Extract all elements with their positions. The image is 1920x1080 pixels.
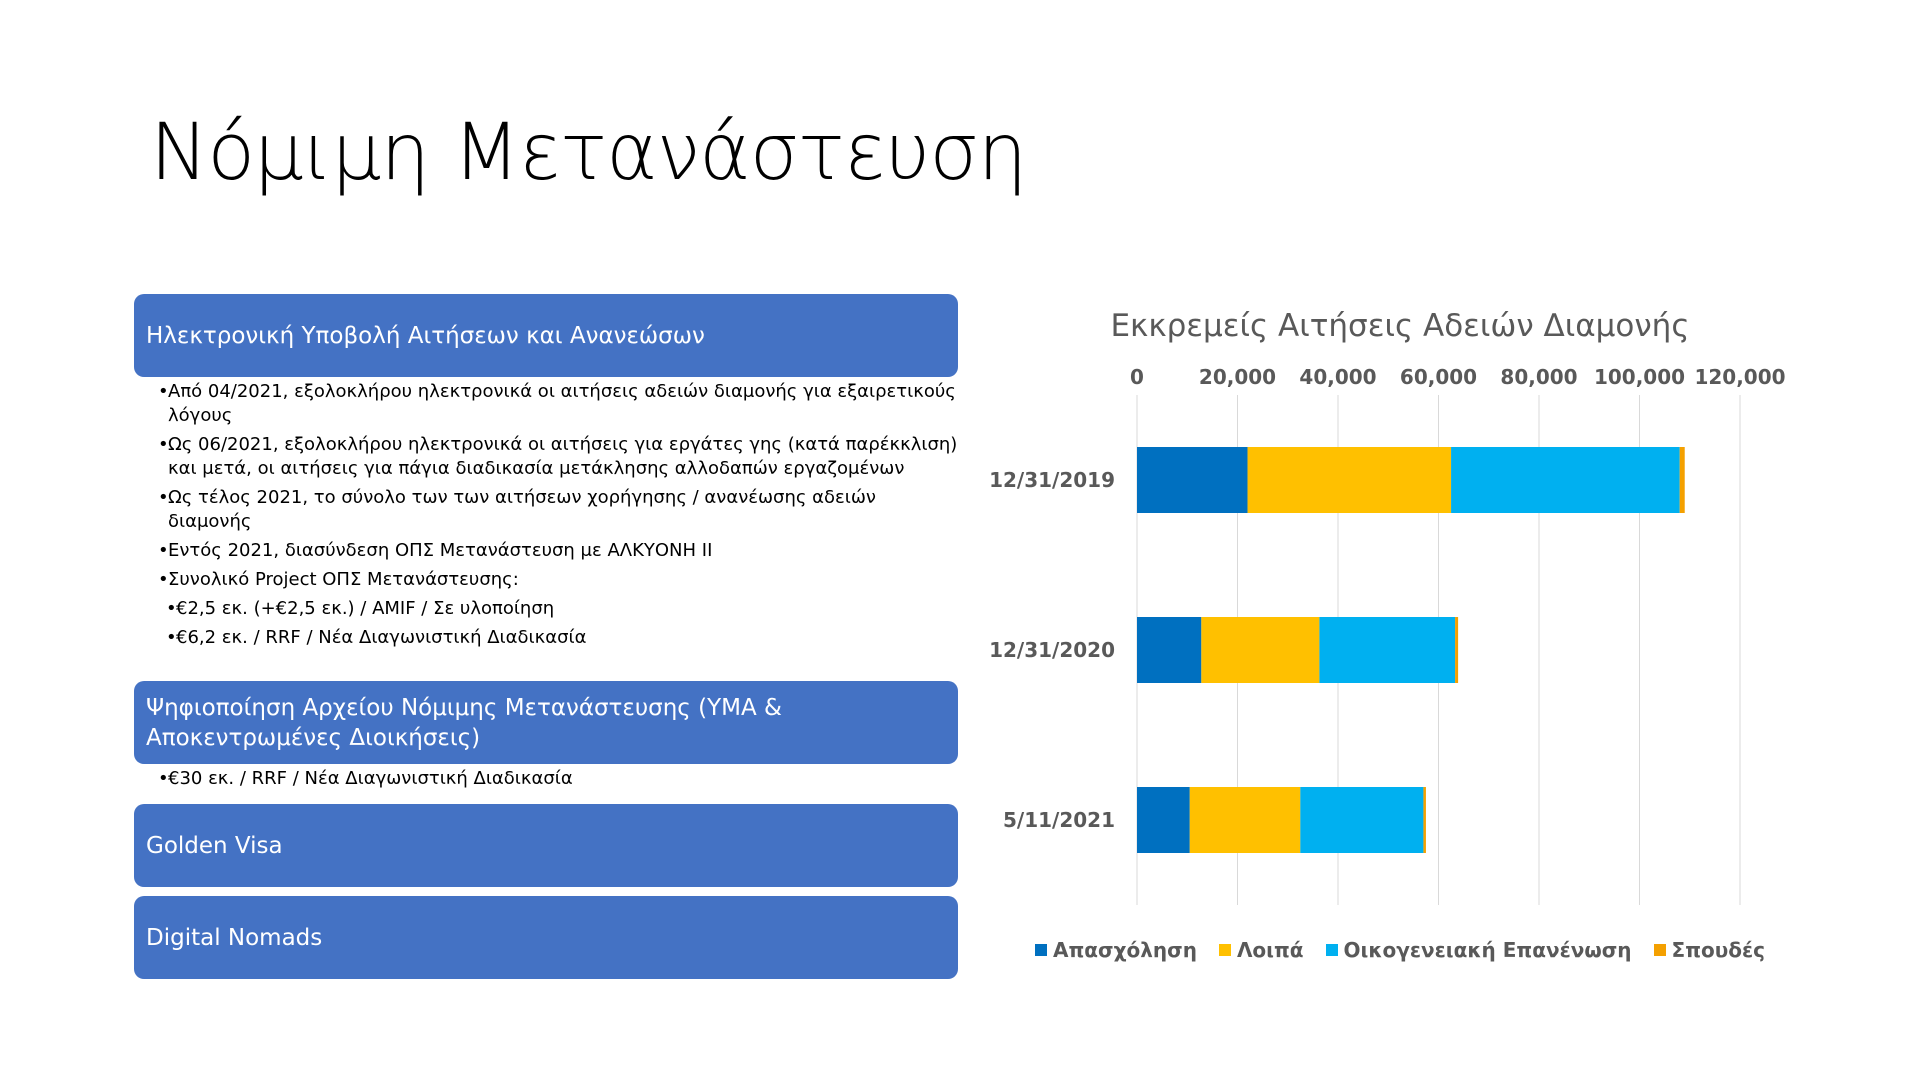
section-header-label: Digital Nomads [146,924,323,951]
chart-legend [1000,938,1800,962]
legend-label: Σπουδές [1671,938,1765,962]
legend-item [1326,938,1632,962]
section-header-golden-visa[interactable] [134,804,958,887]
bar-segment [1201,617,1319,683]
bar-segment [1137,787,1190,853]
bullet-item: • €30 εκ. / RRF / Νέα Διαγωνιστική Διαδικασία [158,767,958,791]
legend-item [1035,938,1197,962]
x-tick-label: 80,000 [1500,365,1578,389]
sub-bullet-item: • €6,2 εκ. / RRF / Νέα Διαγωνιστική Διαδικασία [166,626,958,650]
legend-label: Απασχόληση [1052,938,1197,962]
bar-segment [1455,617,1458,683]
legend-label: Λοιπά [1236,938,1304,962]
legend-swatch [1326,944,1338,956]
category-label: 5/11/2021 [1002,808,1115,832]
bar-segment [1680,447,1685,513]
legend-swatch [1654,944,1666,956]
x-tick-label: 0 [1130,365,1144,389]
bullet-item: • Ως τέλος 2021, το σύνολο των των αιτήσεων χορήγησης / ανανέωσης αδειών διαμονής [158,486,958,534]
legend-swatch [1035,944,1047,956]
legend-swatch [1219,944,1231,956]
x-tick-label: 120,000 [1694,365,1786,389]
archive-digitization-bullets [158,767,958,796]
bar-segment [1137,447,1248,513]
section-header-label: Ηλεκτρονική Υποβολή Αιτήσεων και Ανανεώσων [146,322,705,349]
bar-segment [1423,787,1426,853]
bar-segment [1451,447,1680,513]
x-tick-label: 20,000 [1198,365,1277,389]
category-label: 12/31/2020 [989,638,1115,662]
bar-segment [1137,617,1201,683]
bar-segment [1319,617,1455,683]
chart-title: Εκκρεμείς Αιτήσεις Αδειών Διαμονής [1110,308,1690,344]
section-header-archive-digitization[interactable] [134,681,958,764]
legend-item [1219,938,1304,962]
bar-segment [1248,447,1452,513]
legend-item [1654,938,1765,962]
bar-segment [1190,787,1301,853]
bullet-item: • Εντός 2021, διασύνδεση ΟΠΣ Μετανάστευση με ΑΛΚΥΟΝΗ ΙΙ [158,539,958,563]
bar-segment [1300,787,1423,853]
x-tick-label: 100,000 [1593,365,1686,389]
section-header-label: Ψηφιοποίηση Αρχείου Νόμιμης Μετανάστευσης (ΥΜΑ & Αποκεντρωμένες Διοικήσεις) [146,694,782,751]
legend-label: Οικογενειακή Επανένωση [1343,938,1632,962]
category-label: 12/31/2019 [989,468,1115,492]
electronic-submission-bullets [158,380,958,655]
bullet-item: • Ως 06/2021, εξολοκλήρου ηλεκτρονικά οι αιτήσεις για εργάτες γης (κατά παρέκκλιση) και μετά, οι αιτήσεις για πάγια διαδικασία μετάκλησης αλλοδαπών εργαζομένων [158,433,958,481]
sub-bullet-item: • €2,5 εκ. (+€2,5 εκ.) / AMIF / Σε υλοποίηση [166,597,958,621]
section-header-label: Golden Visa [146,832,283,859]
x-tick-label: 60,000 [1399,365,1478,389]
slide-title: Νόμιμη Μετανάστευση [150,108,1027,198]
section-header-electronic-submission[interactable] [134,294,958,377]
bullet-item: • Συνολικό Project ΟΠΣ Μετανάστευσης: [158,568,958,592]
x-tick-label: 40,000 [1299,365,1377,389]
bullet-item: • Από 04/2021, εξολοκλήρου ηλεκτρονικά οι αιτήσεις αδειών διαμονής για εξαιρετικούς λόγους [158,380,958,428]
pending-permits-chart [980,350,1800,925]
section-header-digital-nomads[interactable] [134,896,958,979]
